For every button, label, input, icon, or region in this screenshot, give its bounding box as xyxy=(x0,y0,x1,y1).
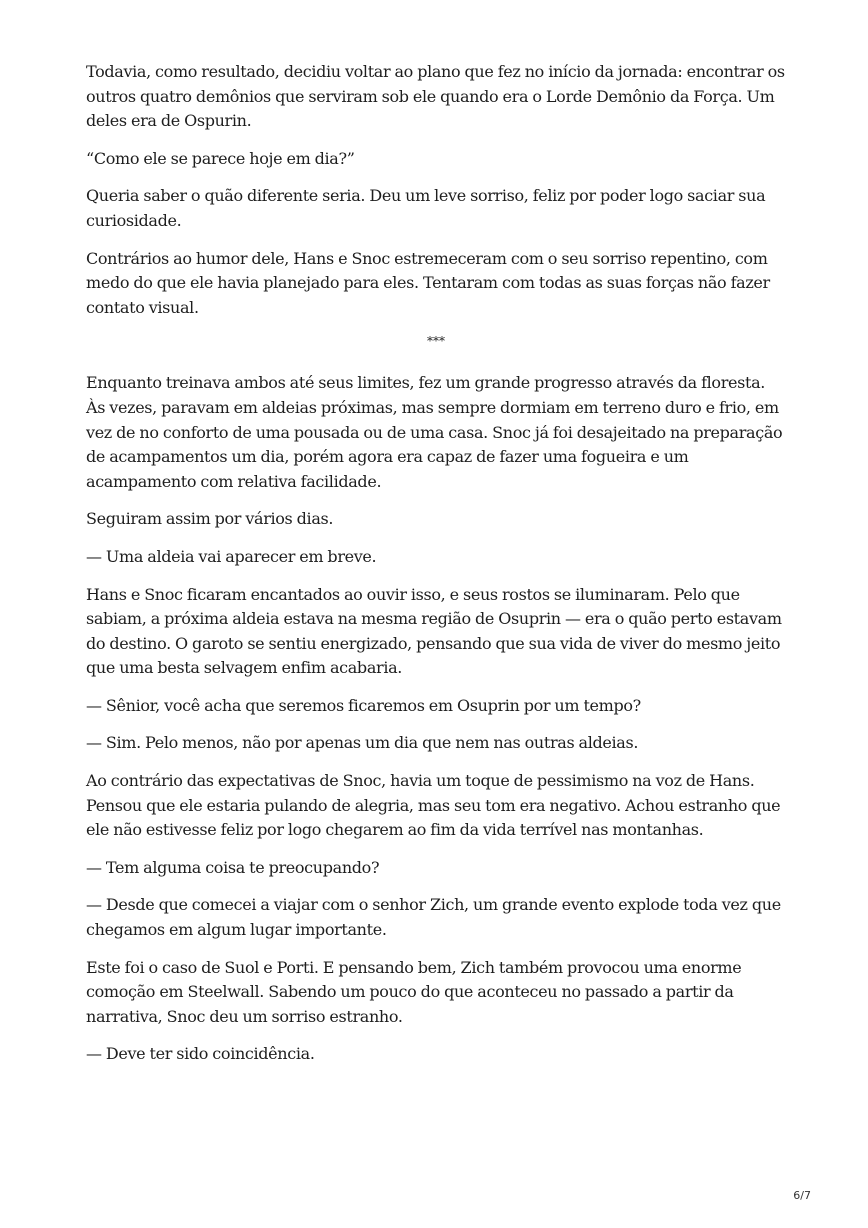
scene-separator: *** xyxy=(427,334,445,349)
paragraph-6: Seguiram assim por vários dias. xyxy=(86,509,334,529)
paragraph-13: — Desde que comecei a viajar com o senhor Zich, um grande evento explode toda vez que chegamos em algum lugar importante. xyxy=(86,895,781,940)
paragraph-1: Todavia, como resultado, decidiu voltar ao plano que fez no início da jornada: encontrar os outros quatro demônios que serviram sob ele quando era o Lorde Demônio da Força. Um deles era de Ospurin. xyxy=(86,62,785,131)
paragraph-11: Ao contrário das expectativas de Snoc, havia um toque de pessimismo na voz de Hans. Pensou que ele estaria pulando de alegria, mas seu tom era negativo. Achou estranho que ele não estivesse feliz por logo chegarem ao fim da vida terrível nas montanhas. xyxy=(86,771,781,840)
paragraph-12: — Tem alguma coisa te preocupando? xyxy=(86,857,380,877)
paragraph-3: Queria saber o quão diferente seria. Deu um leve sorriso, feliz por poder logo saciar sua curiosidade. xyxy=(86,186,766,230)
paragraph-14: Este foi o caso de Suol e Porti. E pensando bem, Zich também provocou uma enorme comoção em Steelwall. Sabendo um pouco do que aconteceu no passado a partir da narrativa, Snoc deu um sorriso estranho. xyxy=(86,957,742,1026)
paragraph-2: “Como ele se parece hoje em dia?” xyxy=(86,148,355,168)
paragraph-10: — Sim. Pelo menos, não por apenas um dia que nem nas outras aldeias. xyxy=(86,733,639,753)
document-page xyxy=(86,60,786,1080)
paragraph-5: Enquanto treinava ambos até seus limites, fez um grande progresso através da floresta. Às vezes, paravam em aldeias próximas, mas sempre dormiam em terreno duro e frio, em vez de no conforto de uma pousada ou de uma casa. Snoc já foi desajeitado na preparação de acampamentos um dia, porém agora era capaz de fazer uma fogueira e um acampamento com relativa facilidade. xyxy=(86,373,783,491)
paragraph-9: — Sênior, você acha que seremos ficaremos em Osuprin por um tempo? xyxy=(86,695,641,715)
page-number: 6/7 xyxy=(793,1189,811,1202)
paragraph-4: Contrários ao humor dele, Hans e Snoc estremeceram com o seu sorriso repentino, com medo do que ele havia planejado para eles. Tentaram com todas as suas forças não fazer contato visual. xyxy=(86,248,770,317)
paragraph-7: — Uma aldeia vai aparecer em breve. xyxy=(86,546,377,566)
paragraph-15: — Deve ter sido coincidência. xyxy=(86,1044,315,1064)
paragraph-8: Hans e Snoc ficaram encantados ao ouvir isso, e seus rostos se iluminaram. Pelo que sabiam, a próxima aldeia estava na mesma região de Osuprin — era o quão perto estavam do destino. O garoto se sentiu energizado, pensando que sua vida de viver do mesmo jeito que uma besta selvagem enfim acabaria. xyxy=(86,584,782,678)
